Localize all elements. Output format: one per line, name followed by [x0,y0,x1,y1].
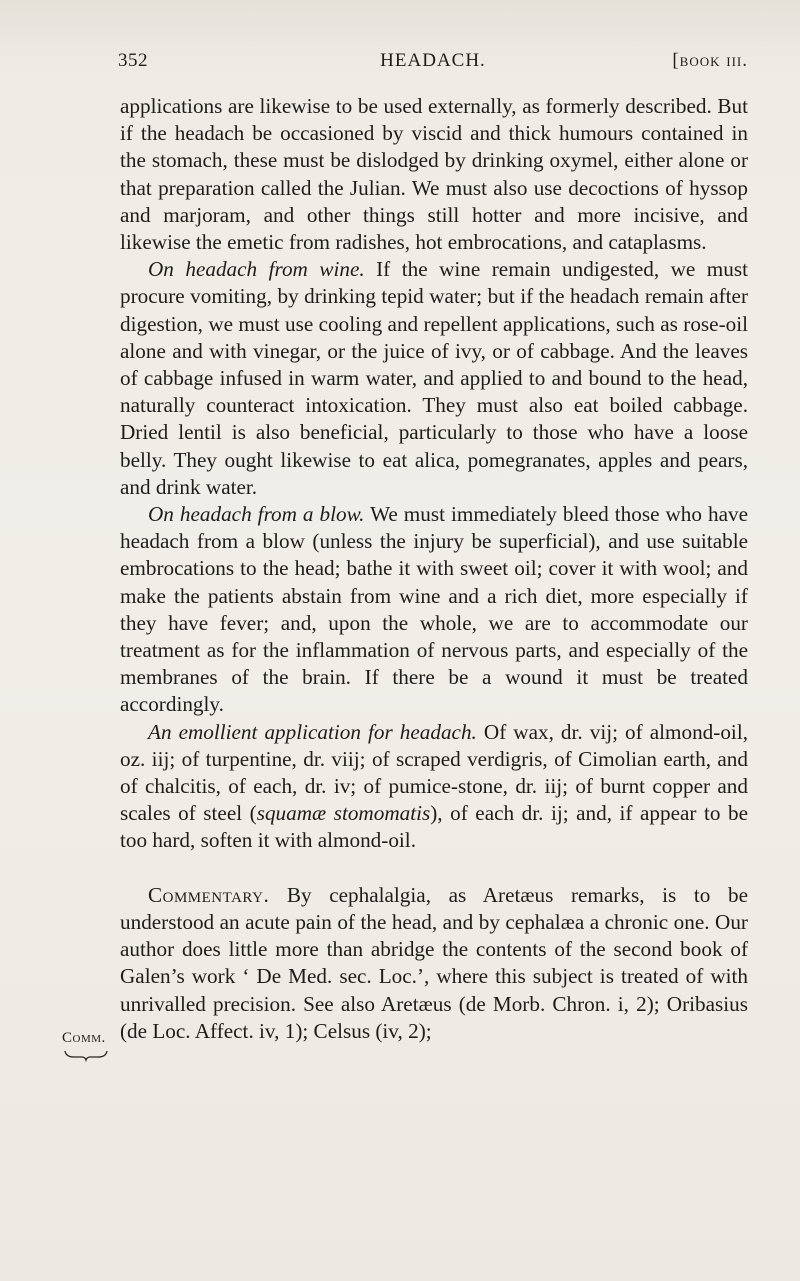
paragraph-text: We must immediately bleed those who have headach from a blow (unless the injury be superficial), and use suitable embrocations to the head; bathe it with sweet oil; cover it with wool; and make the patients abstain from wine and a rich diet, more especially if they have fever; and, upon the whole, we are to accommodate our treatment as for the inflammation of nervous parts, and especially of the membranes of the brain. If there be a wound it must be treated accordingly. [120,502,748,717]
running-header [118,50,748,76]
section-heading-blow: On headach from a blow. [148,502,365,527]
paragraph-text: ), of each dr. ij; and, if appear to be too hard, soften it with almond-oil. [120,801,749,853]
latin-term: squamæ stomomatis [256,801,431,826]
section-heading-commentary: Commentary. [148,882,270,907]
paragraph-text: If the wine remain undigested, we must procure vomiting, by drinking tepid water; but if the headach remain after digestion, we must use cooling and repellent applications, such as rose-oil alone and with vinegar, or the juice of ivy, or of cabbage. And the leaves of cabbage infused in warm water, and applied to and bound to the head, naturally counteract intoxication. They must also eat boiled cabbage. Dried lentil is also beneficial, particularly to those who have a loose belly. They ought likewise to eat alica, pomegranates, apples and pears, and drink water. [120,257,748,499]
paragraph-commentary [120,882,748,1045]
section-heading-wine: On headach from wine. [148,257,365,282]
paragraph-emollient [120,719,748,855]
paragraph-text: By cephalalgia, as Aretæus remarks, is to be understood an acute pain of the head, and by cephalæa a chronic one. Our author does little more than abridge the contents of the second book of Galen’s work ‘ De Med. sec. Loc.’, where this subject is treated of with unrivalled precision. See also Aretæus (de Morb. Chron. i, 2); Oribasius (de Loc. Affect. iv, 1); Celsus (iv, 2); [120,882,748,1043]
paragraph-blow [120,501,748,719]
book-label: [book iii. [672,50,748,71]
brace-icon [64,1048,108,1062]
running-title: HEADACH. [380,50,486,71]
body-text [120,93,748,1045]
paragraph-continuation [120,93,748,256]
page-number: 352 [118,50,148,71]
paragraph-text: Of wax, dr. vij; of almond-oil, oz. iij; of turpentine, dr. viij; of scraped verdigris, of Cimolian earth, and of chalcitis, of each, dr. iv; of pumice-stone, dr. iij; of burnt copper and scales of steel ( [120,719,748,826]
margin-note-comm: Comm. [62,1030,106,1046]
paragraph-wine [120,256,748,501]
paragraph-text: applications are likewise to be used externally, as formerly described. But if the headach be occasioned by viscid and thick humours contained in the stomach, these must be dislodged by drinking oxymel, either alone or that preparation called the Julian. We must also use decoctions of hyssop and marjoram, and other things still hotter and more incisive, and likewise the emetic from radishes, hot embrocations, and cataplasms. [120,94,748,255]
section-heading-emollient: An emollient application for headach. [148,719,477,744]
